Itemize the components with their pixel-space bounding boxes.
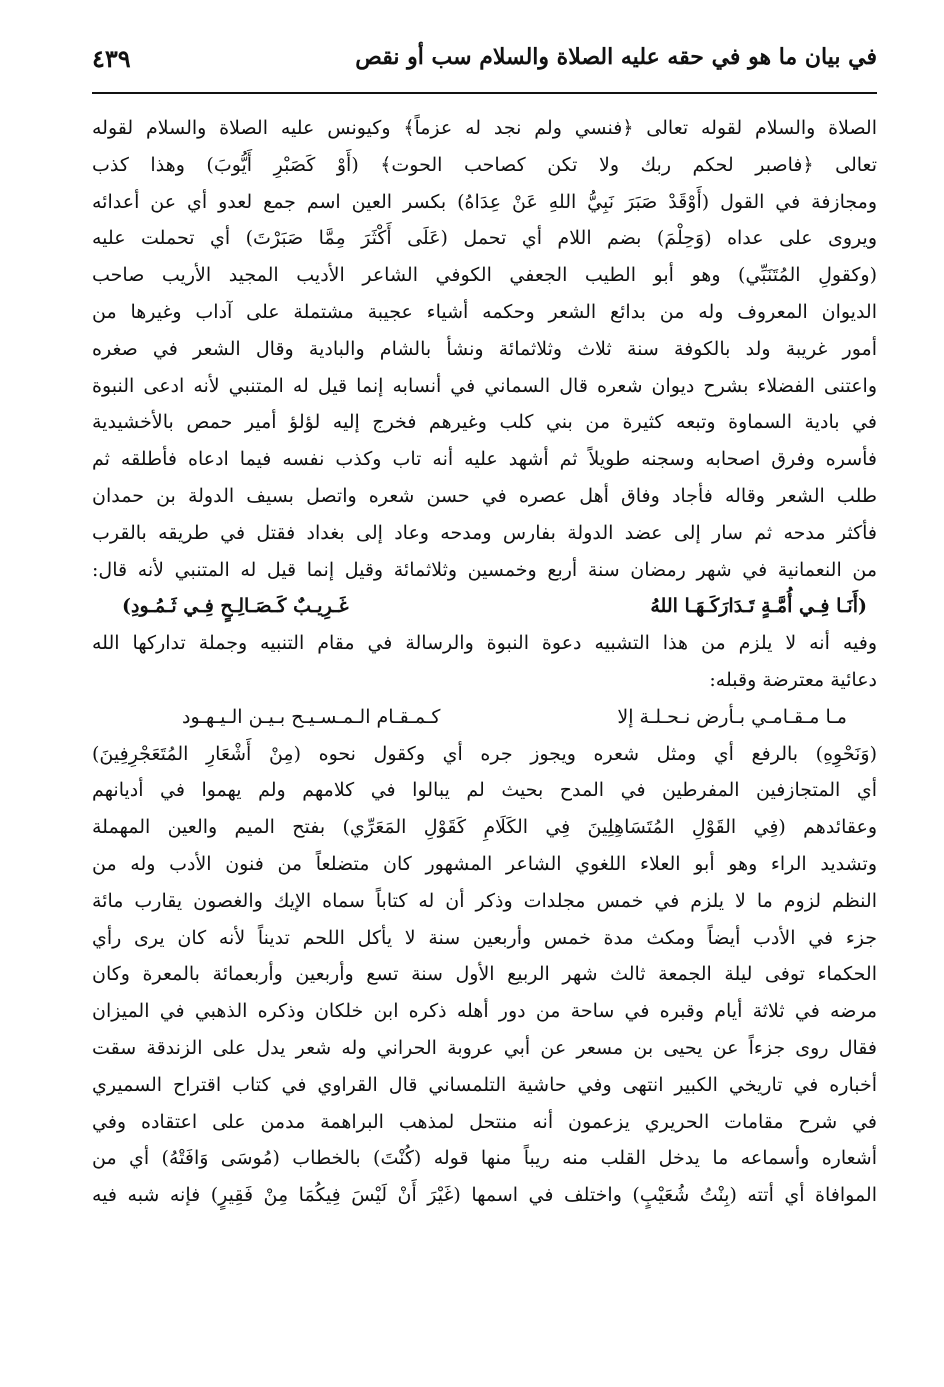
text-line: أمور غريبة ولد بالكوفة سنة ثلاث وثلاثمائة ونشأ بالشام والبادية وقال الشعر في صغره	[92, 337, 877, 360]
text-line: (وَنَحْوِهِ) بالرفع أي ومثل شعره ويجوز جره أي وكقول نحوه (مِنْ أَشْعَارِ المُتَعَجْرِفِينَ)	[92, 742, 877, 765]
text-line: طلب الشعر وقاله فأجاد وفاق أهل عصره في حسن شعره واتصل بسيف الدولة بن حمدان	[92, 484, 877, 507]
text-line: فأسره وفرق اصحابه وسجنه طويلاً ثم أشهد عليه أنه تاب وكذب نفسه فيما ادعاه فأطلقه ثم	[92, 448, 877, 471]
verse-line	[92, 699, 877, 736]
page-number: ٤٣٩	[92, 44, 131, 73]
verse-line	[92, 588, 877, 625]
verse-second-hemistich: غَـرِيـبٌ كَـصَـالِـحٍ فِـي ثَـمُـودِ)	[122, 595, 349, 618]
verse-first-hemistich: مـا مـقـامـي بـأرض نـحـلـة إلا	[617, 705, 847, 728]
text-line: في شرح مقامات الحريري يزعمون أنه منتحل لمذهب البراهمة مدمن على اعتقاده وفي	[92, 1110, 877, 1133]
text-line: ومجازفة في القول (أَوْقَدْ صَبَرَ نَبِيُّ اللهِ عَنْ عِدَاهُ) بكسر العين اسم جمع لعدو أي عن أعدائه	[92, 190, 877, 213]
header-rule	[92, 92, 877, 94]
text-line: أشعاره وأسماعه ما يدخل القلب منه ريباً منها قوله (كُنْتَ) بالخطاب (مُوسَى وَافَتْهُ) أي من	[92, 1147, 877, 1170]
text-line: فأكثر مدحه ثم سار إلى عضد الدولة بفارس ومدحه وعاد إلى بغداد فقتل في طريقه بالقرب	[92, 521, 877, 544]
text-line: فقال روى جزءاً عن يحيى بن مسعر عن أبي عروبة الحراني وله شعر يدل على الزندقة سقت	[92, 1036, 877, 1059]
text-line: وفيه أنه لا يلزم من هذا التشبيه دعوة النبوة والرسالة في مقام التنبيه وجملة تداركها الله	[92, 632, 877, 655]
text-line: واعتنى الفضلاء بشرح ديوان شعره قال السماني في أنسابه إنما قيل له المتنبي لأنه ادعى النبوة	[92, 374, 877, 397]
text-line: الصلاة والسلام لقوله تعالى ﴿فنسي ولم نجد له عزماً﴾ وكيونس عليه الصلاة والسلام لقوله	[92, 117, 877, 139]
page-header	[92, 40, 877, 88]
running-title: في بيان ما هو في حقه عليه الصلاة والسلام سب أو نقص	[355, 44, 877, 70]
text-line: مرضه في ثلاثة أيام وقبره في ساحة من دور أهله ذكره ابن خلكان وذكره الذهبي في الميزان	[92, 1000, 877, 1023]
text-line: وتشديد الراء وهو أبو العلاء اللغوي الشاعر المشهور كان متضلعاً من فنون الأدب وله من	[92, 852, 877, 875]
verse-second-hemistich: كـمـقـام الـمـسـيـح بـيـن الـيـهـود	[182, 705, 441, 728]
text-line: الحكماء توفى ليلة الجمعة ثالث شهر الربيع الأول سنة تسع وأربعين وأربعمائة بالمعرة وكان	[92, 963, 877, 986]
text-line: وعقائدهم (فِي القَوْلِ المُتَسَاهِلِينَ فِي الكَلَامِ كَقَوْلِ المَعَرِّي) بفتح الميم والعين المهملة	[92, 816, 877, 839]
text-line: ويروى على عداه (وَحِلْمَ) بضم اللام أي تحمل (عَلَى أَكْثَرَ مِمَّا صَبَرْتَ) أي تحملت عليه	[92, 227, 877, 250]
text-line: دعائية معترضة وقبله:	[709, 668, 877, 691]
text-line: أخباره في تاريخي الكبير انتهى وفي حاشية التلمساني قال القراوي في كتاب اقتراح السميري	[92, 1073, 877, 1096]
verse-first-hemistich: (أَنَـا فِـي أُمَّـةٍ تَـدَارَكَـهَـا اللهُ	[650, 595, 867, 618]
text-line: تعالى ﴿فاصبر لحكم ربك ولا تكن كصاحب الحوت﴾ (أَوْ كَصَبْرِ أَيُّوبَ) وهذا كذب	[92, 153, 877, 176]
page-body	[92, 110, 877, 1335]
text-line: النظم لزوم ما لا يلزم في خمس مجلدات وذكر أن له كتاباً سماه الإيك والغصون يقارب مائة	[92, 889, 877, 912]
text-line: من النعمانية في شهر رمضان سنة أربع وخمسين وثلاثمائة وقيل إنما قيل له المتنبي لأنه قال:	[92, 558, 877, 581]
text-line: في بادية السماوة وتبعه كثيرة من بني كلب وغيرهم فخرج إليه لؤلؤ أمير حمص بالأخشيدية	[92, 411, 877, 434]
text-line: الموافاة أي أتته (بِنْتُ شُعَيْبٍ) واختلف في اسمها (غَيْرَ أَنْ لَيْسَ فِيكُمَا مِنْ فَقِيرٍ) فإنه شبه فيه	[92, 1184, 877, 1207]
text-line: أي المتجازفين المفرطين في المدح بحيث لم يبالوا في كلامهم ولم يهموا في أديانهم	[92, 779, 877, 802]
text-line: الديوان المعروف وله من بدائع الشعر وحكمه أشياء عجيبة مشتملة على آداب وغيرها من	[92, 300, 877, 323]
text-line: جزء في الأدب أيضاً ومكث مدة خمس وأربعين سنة لا يأكل اللحم تديناً لأنه كان يرى رأي	[92, 926, 877, 949]
text-line: (وكقولِ المُتَنَبِّي) وهو أبو الطيب الجعفي الكوفي الشاعر الأديب المجيد الأريب صاحب	[92, 264, 877, 287]
